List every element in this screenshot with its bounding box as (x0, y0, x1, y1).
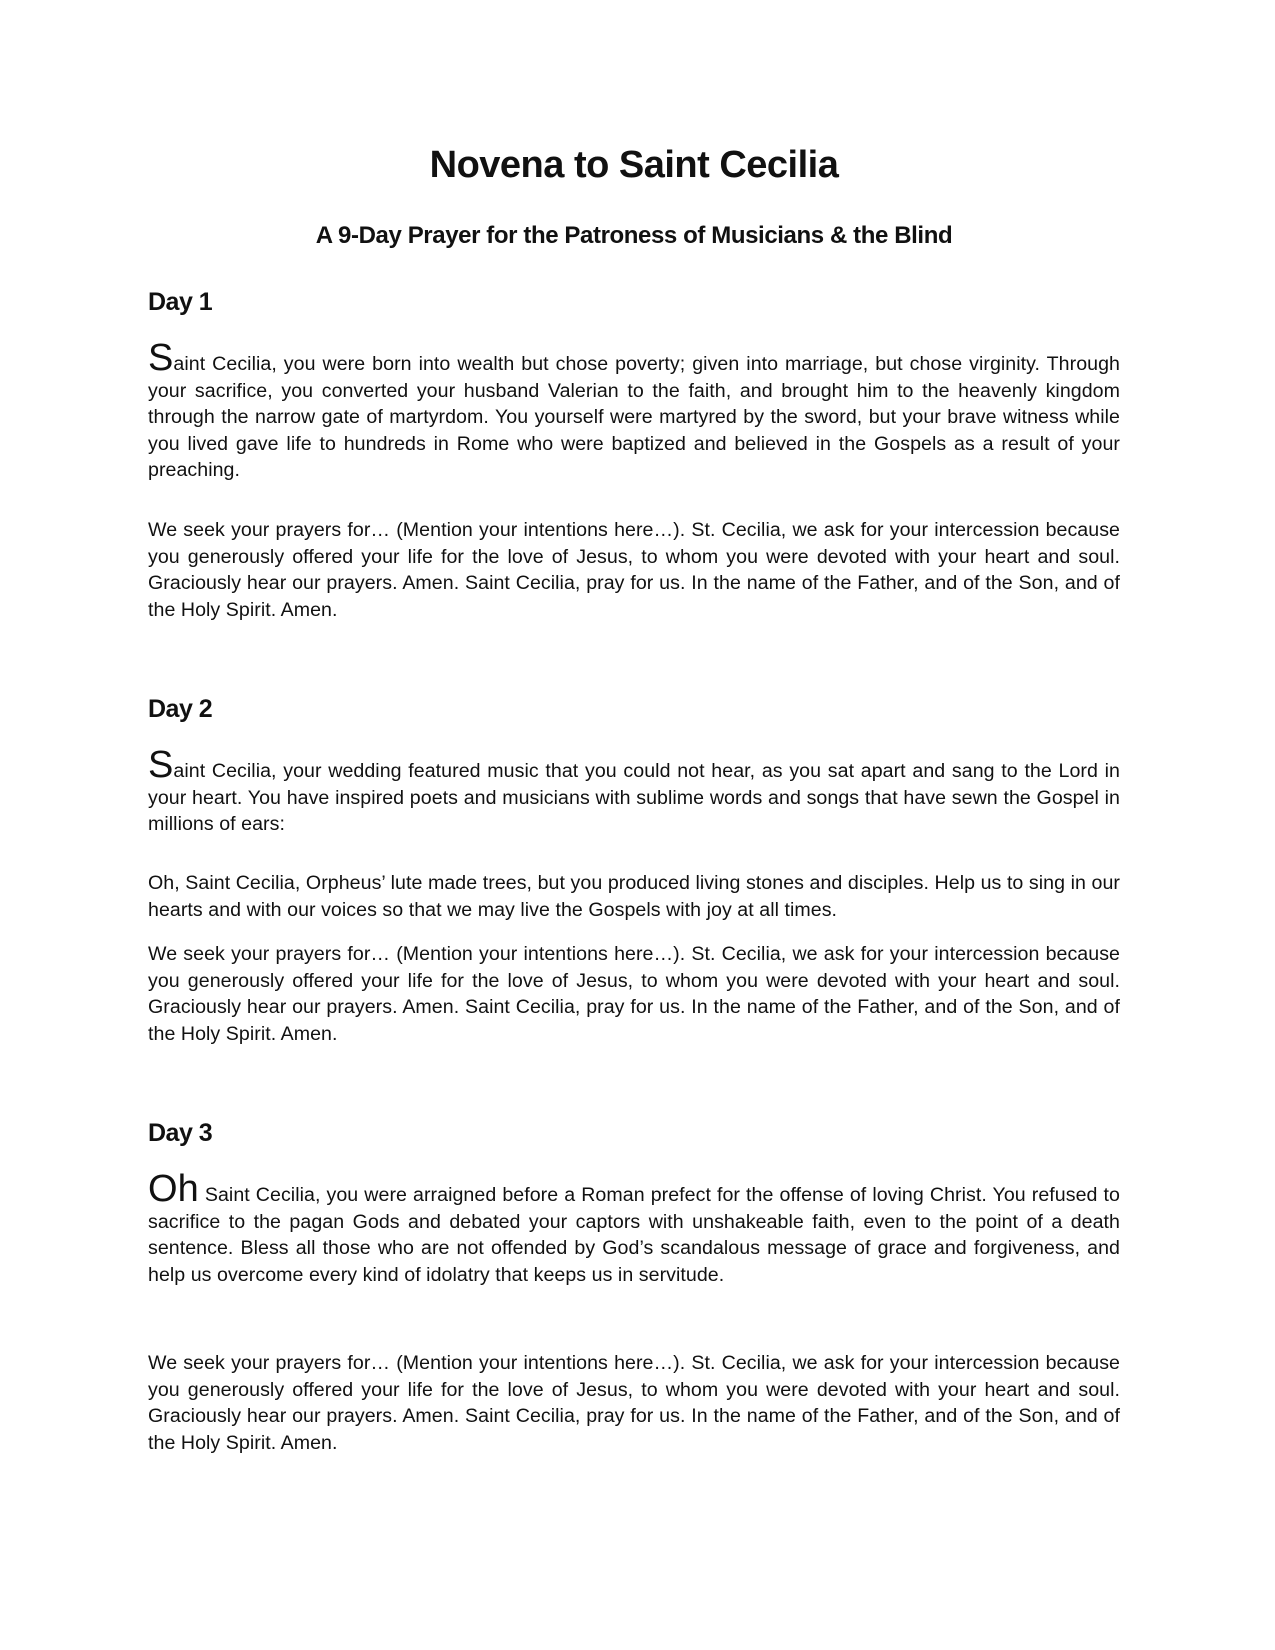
day-1-paragraph (148, 337, 1120, 484)
page-subtitle: A 9-Day Prayer for the Patroness of Musicians & the Blind (315, 222, 953, 249)
page-title: Novena to Saint Cecilia (429, 144, 839, 186)
day-2-prayer-paragraph: Oh, Saint Cecilia, Orpheus’ lute made trees, but you produced living stones and disciples. Help us to sing in our hearts and with our voices so that we may live the Gospels with joy at all times. (148, 872, 1120, 921)
day-1-heading: Day 1 (148, 288, 213, 316)
day-3-paragraph (148, 1168, 1120, 1288)
day-2-paragraph-text: aint Cecilia, your wedding featured music that you could not hear, as you sat apart and sang to the Lord in your heart. You have inspired poets and musicians with sublime words and songs that have sewn the Gospel in millions of ears: (148, 760, 1120, 836)
day-2-paragraph (148, 744, 1120, 838)
day-2-heading: Day 2 (148, 695, 213, 723)
day-3-heading: Day 3 (148, 1119, 213, 1147)
day-3-paragraph-text: Saint Cecilia, you were arraigned before a Roman prefect for the offense of loving Christ. You refused to sacrifice to the pagan Gods and debated your captors with unshakeable faith, even to the point of a death sentence. Bless all those who are not offended by God’s scandalous message of grace and forgiveness, and help us overcome every kind of idolatry that keeps us in servitude. (148, 1184, 1120, 1286)
day-3-closing-prayer: We seek your prayers for… (Mention your intentions here…). St. Cecilia, we ask for your intercession because you generously offered your life for the love of Jesus, to whom you were devoted with your heart and soul. Graciously hear our prayers. Amen. Saint Cecilia, pray for us. In the name of the Father, and of the Son, and of the Holy Spirit. Amen. (148, 1352, 1120, 1454)
drop-cap: S (148, 744, 174, 786)
day-1-paragraph-text: aint Cecilia, you were born into wealth but chose poverty; given into marriage, but chose virginity. Through your sacrifice, you converted your husband Valerian to the faith, and brought him to the heavenly kingdom through the narrow gate of martyrdom. You yourself were martyred by the sword, but your brave witness while you lived gave life to hundreds in Rome who were baptized and believed in the Gospels as a result of your preaching. (148, 353, 1120, 482)
day-2-closing-prayer: We seek your prayers for… (Mention your intentions here…). St. Cecilia, we ask for your intercession because you generously offered your life for the love of Jesus, to whom you were devoted with your heart and soul. Graciously hear our prayers. Amen. Saint Cecilia, pray for us. In the name of the Father, and of the Son, and of the Holy Spirit. Amen. (148, 943, 1120, 1045)
drop-cap: S (148, 337, 174, 379)
drop-cap: Oh (148, 1168, 199, 1210)
day-1-closing-prayer: We seek your prayers for… (Mention your intentions here…). St. Cecilia, we ask for your intercession because you generously offered your life for the love of Jesus, to whom you were devoted with your heart and soul. Graciously hear our prayers. Amen. Saint Cecilia, pray for us. In the name of the Father, and of the Son, and of the Holy Spirit. Amen. (148, 519, 1120, 621)
